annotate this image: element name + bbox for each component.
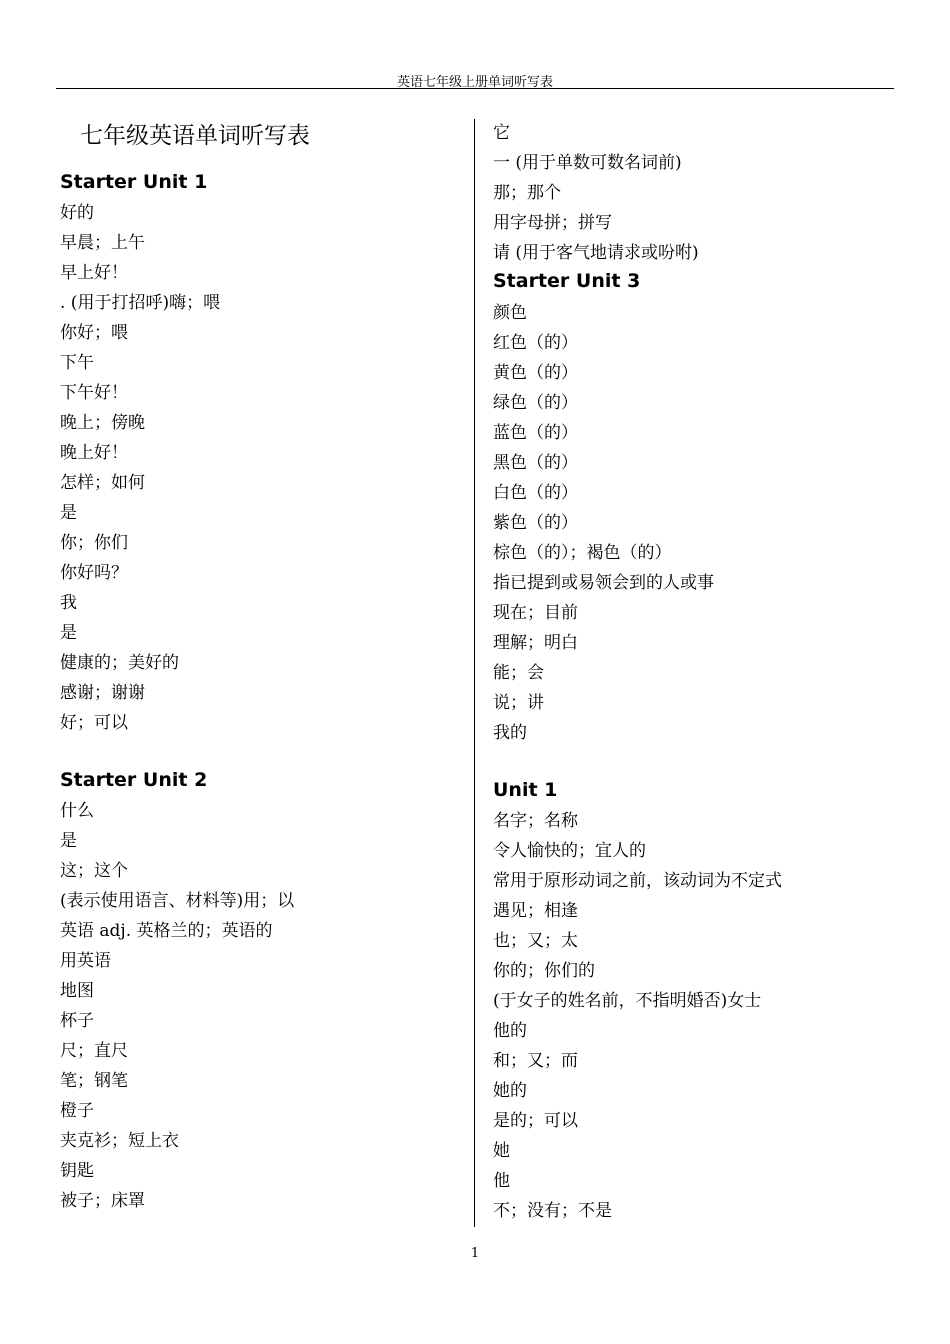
unit-heading: Starter Unit 1 [60, 171, 208, 193]
unit-heading: Starter Unit 3 [493, 270, 641, 292]
word-entry: 早上好！ [60, 263, 128, 283]
word-entry: 感谢；谢谢 [60, 683, 145, 703]
word-entry: 下午好！ [60, 383, 128, 403]
header-rule [56, 88, 894, 89]
word-entry: 你的；你们的 [493, 961, 595, 981]
word-entry: 黑色（的） [493, 453, 578, 473]
word-entry: 是 [60, 503, 77, 523]
word-entry: 是的；可以 [493, 1111, 578, 1131]
word-entry: 他 [493, 1171, 510, 1191]
word-entry: 好；可以 [60, 713, 128, 733]
word-entry: 健康的；美好的 [60, 653, 179, 673]
word-entry: 她 [493, 1141, 510, 1161]
word-entry: 他的 [493, 1021, 527, 1041]
word-entry: 用字母拼；拼写 [493, 213, 612, 233]
word-entry: 钥匙 [60, 1161, 94, 1181]
word-entry: 遇见；相逢 [493, 901, 578, 921]
word-entry: 颜色 [493, 303, 527, 323]
word-entry: 橙子 [60, 1101, 94, 1121]
word-entry: 能；会 [493, 663, 544, 683]
word-entry: 黄色（的） [493, 363, 578, 383]
word-entry: 那；那个 [493, 183, 561, 203]
word-entry: 夹克衫；短上衣 [60, 1131, 179, 1151]
word-entry: 你好；喂 [60, 323, 128, 343]
word-entry: 理解；明白 [493, 633, 578, 653]
word-entry: 好的 [60, 203, 94, 223]
word-entry: 绿色（的） [493, 393, 578, 413]
word-entry: 常用于原形动词之前，该动词为不定式 [493, 871, 782, 891]
word-entry: 一 (用于单数可数名词前) [493, 153, 682, 173]
word-entry: 现在；目前 [493, 603, 578, 623]
word-entry: 也；又；太 [493, 931, 578, 951]
page-header: 英语七年级上册单词听写表 [396, 75, 553, 90]
word-entry: 她的 [493, 1081, 527, 1101]
word-entry: 棕色（的）；褐色（的） [493, 543, 672, 563]
word-entry: 早晨；上午 [60, 233, 145, 253]
unit-heading: Unit 1 [493, 779, 558, 801]
word-entry: 它 [493, 123, 510, 143]
word-entry: 怎样；如何 [60, 473, 145, 493]
word-entry: 这；这个 [60, 861, 128, 881]
word-entry: 我的 [493, 723, 527, 743]
word-entry: 是 [60, 623, 77, 643]
word-entry: 尺；直尺 [60, 1041, 128, 1061]
word-entry: 说；讲 [493, 693, 544, 713]
word-entry: 晚上好！ [60, 443, 128, 463]
word-entry: 令人愉快的；宜人的 [493, 841, 646, 861]
word-entry: (表示使用语言、材料等)用；以 [60, 891, 295, 911]
word-entry: 蓝色（的） [493, 423, 578, 443]
word-entry: 晚上；傍晚 [60, 413, 145, 433]
word-entry: 你；你们 [60, 533, 128, 553]
word-entry: 你好吗？ [60, 563, 128, 583]
word-entry: 下午 [60, 353, 94, 373]
word-entry: 白色（的） [493, 483, 578, 503]
page-number: 1 [470, 1246, 480, 1261]
unit-heading: Starter Unit 2 [60, 769, 208, 791]
column-divider [474, 119, 475, 1227]
word-entry: 是 [60, 831, 77, 851]
word-entry: 和；又；而 [493, 1051, 578, 1071]
word-entry: 笔；钢笔 [60, 1071, 128, 1091]
word-entry: 地图 [60, 981, 94, 1001]
word-entry: 指已提到或易领会到的人或事 [493, 573, 714, 593]
word-entry: (于女子的姓名前，不指明婚否)女士 [493, 991, 762, 1011]
word-entry: 红色（的） [493, 333, 578, 353]
word-entry: 用英语 [60, 951, 111, 971]
word-entry: 紫色（的） [493, 513, 578, 533]
word-entry: 我 [60, 593, 77, 613]
word-entry: 英语 adj. 英格兰的；英语的 [60, 921, 273, 941]
word-entry: 不；没有；不是 [493, 1201, 612, 1221]
word-entry: 名字；名称 [493, 811, 578, 831]
word-entry: 被子；床罩 [60, 1191, 145, 1211]
document-title: 七年级英语单词听写表 [80, 123, 310, 149]
word-entry: 杯子 [60, 1011, 94, 1031]
word-entry: . (用于打招呼)嗨；喂 [60, 293, 221, 313]
word-entry: 什么 [60, 801, 94, 821]
word-entry: 请 (用于客气地请求或吩咐) [493, 243, 699, 263]
